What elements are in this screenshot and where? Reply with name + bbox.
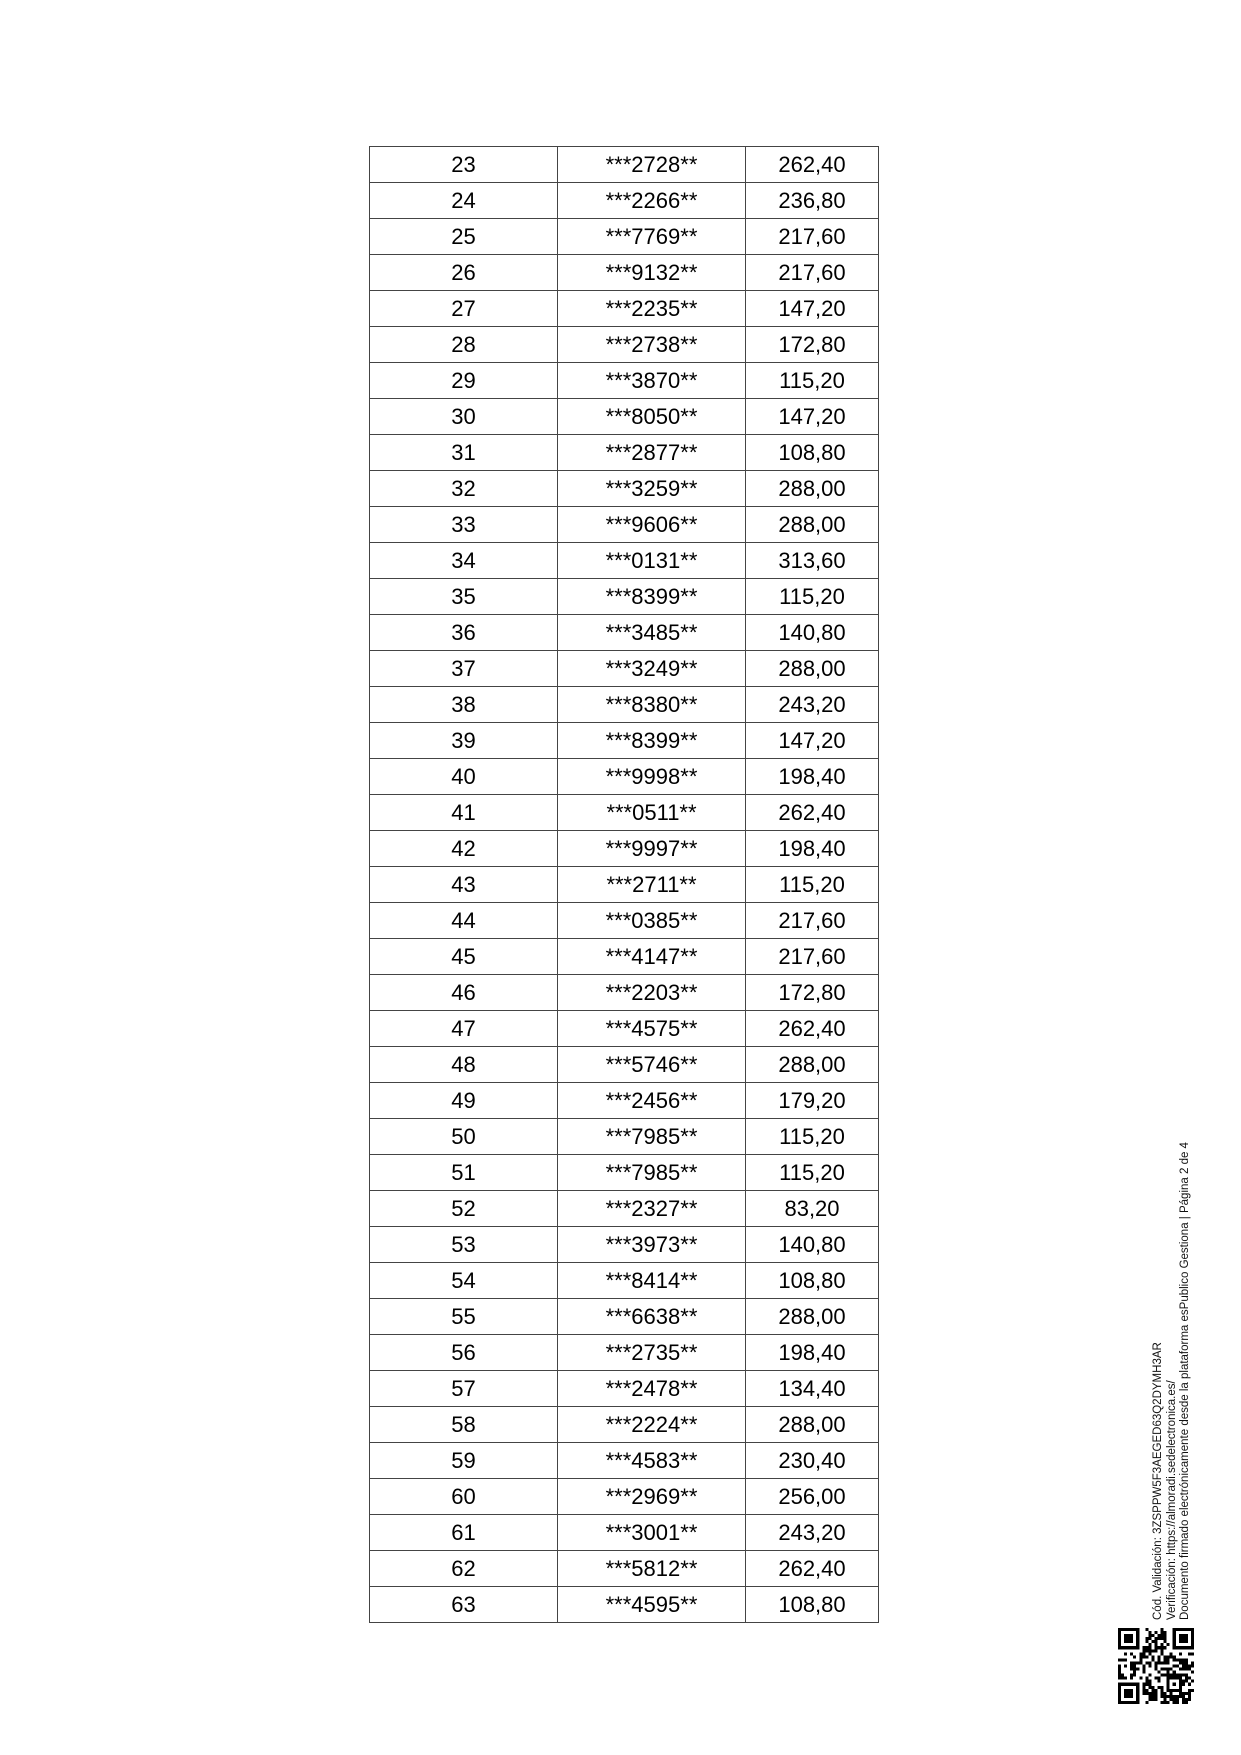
masked-id-cell: ***2235** (558, 291, 746, 327)
table-row (370, 975, 879, 1011)
amount-cell: 262,40 (746, 1551, 879, 1587)
amount-cell: 217,60 (746, 255, 879, 291)
masked-id-cell: ***7985** (558, 1155, 746, 1191)
row-number-cell: 57 (370, 1371, 558, 1407)
masked-id-cell: ***4147** (558, 939, 746, 975)
table-row (370, 1335, 879, 1371)
row-number-cell: 59 (370, 1443, 558, 1479)
amount-cell: 108,80 (746, 435, 879, 471)
masked-id-cell: ***2266** (558, 183, 746, 219)
row-number-cell: 34 (370, 543, 558, 579)
row-number-cell: 25 (370, 219, 558, 255)
masked-id-cell: ***4575** (558, 1011, 746, 1047)
row-number-cell: 39 (370, 723, 558, 759)
table-row (370, 1479, 879, 1515)
verification-url: Verificación: https://almoradi.sedelectronica.es/ (1165, 1380, 1178, 1620)
table-row (370, 1371, 879, 1407)
row-number-cell: 52 (370, 1191, 558, 1227)
row-number-cell: 45 (370, 939, 558, 975)
row-number-cell: 28 (370, 327, 558, 363)
masked-id-cell: ***8050** (558, 399, 746, 435)
table-row (370, 363, 879, 399)
amount-cell: 172,80 (746, 975, 879, 1011)
amount-cell: 217,60 (746, 903, 879, 939)
row-number-cell: 63 (370, 1587, 558, 1623)
row-number-cell: 56 (370, 1335, 558, 1371)
amount-cell: 140,80 (746, 1227, 879, 1263)
row-number-cell: 29 (370, 363, 558, 399)
amount-cell: 262,40 (746, 1011, 879, 1047)
masked-id-cell: ***2203** (558, 975, 746, 1011)
row-number-cell: 49 (370, 1083, 558, 1119)
row-number-cell: 51 (370, 1155, 558, 1191)
masked-id-cell: ***6638** (558, 1299, 746, 1335)
table-row (370, 903, 879, 939)
masked-id-cell: ***8399** (558, 579, 746, 615)
table-row (370, 759, 879, 795)
masked-id-cell: ***0131** (558, 543, 746, 579)
row-number-cell: 40 (370, 759, 558, 795)
masked-id-cell: ***2456** (558, 1083, 746, 1119)
masked-id-cell: ***2224** (558, 1407, 746, 1443)
table-row (370, 723, 879, 759)
table-row (370, 1047, 879, 1083)
table-row (370, 1407, 879, 1443)
row-number-cell: 48 (370, 1047, 558, 1083)
table-row (370, 435, 879, 471)
table-row (370, 147, 879, 183)
amount-cell: 115,20 (746, 579, 879, 615)
masked-id-cell: ***8414** (558, 1263, 746, 1299)
masked-id-cell: ***3249** (558, 651, 746, 687)
table-row (370, 1191, 879, 1227)
amount-cell: 140,80 (746, 615, 879, 651)
row-number-cell: 33 (370, 507, 558, 543)
amount-cell: 288,00 (746, 471, 879, 507)
data-table (369, 146, 879, 1623)
row-number-cell: 24 (370, 183, 558, 219)
masked-id-cell: ***3485** (558, 615, 746, 651)
row-number-cell: 58 (370, 1407, 558, 1443)
table-row (370, 1443, 879, 1479)
masked-id-cell: ***2327** (558, 1191, 746, 1227)
amount-cell: 179,20 (746, 1083, 879, 1119)
row-number-cell: 32 (370, 471, 558, 507)
masked-id-cell: ***9606** (558, 507, 746, 543)
masked-id-cell: ***7769** (558, 219, 746, 255)
amount-cell: 115,20 (746, 1119, 879, 1155)
amount-cell: 172,80 (746, 327, 879, 363)
masked-id-cell: ***2738** (558, 327, 746, 363)
table-row (370, 939, 879, 975)
row-number-cell: 47 (370, 1011, 558, 1047)
table-row (370, 507, 879, 543)
masked-id-cell: ***2735** (558, 1335, 746, 1371)
masked-id-cell: ***3001** (558, 1515, 746, 1551)
row-number-cell: 36 (370, 615, 558, 651)
amount-cell: 313,60 (746, 543, 879, 579)
amount-cell: 262,40 (746, 147, 879, 183)
table-row (370, 1119, 879, 1155)
amount-cell: 147,20 (746, 723, 879, 759)
amount-cell: 288,00 (746, 651, 879, 687)
amount-cell: 256,00 (746, 1479, 879, 1515)
row-number-cell: 35 (370, 579, 558, 615)
masked-id-cell: ***7985** (558, 1119, 746, 1155)
row-number-cell: 54 (370, 1263, 558, 1299)
row-number-cell: 38 (370, 687, 558, 723)
masked-id-cell: ***9997** (558, 831, 746, 867)
row-number-cell: 30 (370, 399, 558, 435)
amount-cell: 288,00 (746, 507, 879, 543)
masked-id-cell: ***8380** (558, 687, 746, 723)
masked-id-cell: ***4583** (558, 1443, 746, 1479)
amount-cell: 236,80 (746, 183, 879, 219)
table-row (370, 1263, 879, 1299)
amount-cell: 262,40 (746, 795, 879, 831)
table-row (370, 1299, 879, 1335)
row-number-cell: 61 (370, 1515, 558, 1551)
amount-cell: 217,60 (746, 939, 879, 975)
row-number-cell: 23 (370, 147, 558, 183)
masked-id-cell: ***2877** (558, 435, 746, 471)
row-number-cell: 41 (370, 795, 558, 831)
table-row (370, 1227, 879, 1263)
row-number-cell: 37 (370, 651, 558, 687)
table-row (370, 255, 879, 291)
amount-cell: 115,20 (746, 363, 879, 399)
row-number-cell: 50 (370, 1119, 558, 1155)
table-body (370, 147, 879, 1623)
amount-cell: 243,20 (746, 1515, 879, 1551)
masked-id-cell: ***3870** (558, 363, 746, 399)
row-number-cell: 53 (370, 1227, 558, 1263)
row-number-cell: 46 (370, 975, 558, 1011)
table-row (370, 327, 879, 363)
table-row (370, 291, 879, 327)
masked-id-cell: ***3259** (558, 471, 746, 507)
amount-cell: 115,20 (746, 867, 879, 903)
row-number-cell: 44 (370, 903, 558, 939)
amount-cell: 198,40 (746, 759, 879, 795)
amount-cell: 243,20 (746, 687, 879, 723)
row-number-cell: 62 (370, 1551, 558, 1587)
table-row (370, 471, 879, 507)
masked-id-cell: ***8399** (558, 723, 746, 759)
table-row (370, 615, 879, 651)
masked-id-cell: ***2969** (558, 1479, 746, 1515)
table-row (370, 543, 879, 579)
table-row (370, 1083, 879, 1119)
masked-id-cell: ***2728** (558, 147, 746, 183)
table-row (370, 1515, 879, 1551)
signature-note: Documento firmado electrónicamente desde la plataforma esPublico Gestiona | Página 2 de 4 (1179, 1142, 1191, 1620)
amount-cell: 217,60 (746, 219, 879, 255)
amount-cell: 108,80 (746, 1263, 879, 1299)
row-number-cell: 42 (370, 831, 558, 867)
amount-cell: 108,80 (746, 1587, 879, 1623)
masked-id-cell: ***2478** (558, 1371, 746, 1407)
amount-cell: 198,40 (746, 1335, 879, 1371)
table-row (370, 1587, 879, 1623)
masked-id-cell: ***0385** (558, 903, 746, 939)
qr-code-icon (1118, 1628, 1194, 1704)
table-row (370, 831, 879, 867)
amount-cell: 147,20 (746, 399, 879, 435)
row-number-cell: 43 (370, 867, 558, 903)
masked-id-cell: ***5746** (558, 1047, 746, 1083)
table-row (370, 1551, 879, 1587)
table-row (370, 1011, 879, 1047)
amount-cell: 288,00 (746, 1407, 879, 1443)
table-row (370, 399, 879, 435)
amount-cell: 147,20 (746, 291, 879, 327)
validation-note (1152, 1142, 1193, 1620)
amount-cell: 288,00 (746, 1299, 879, 1335)
amount-cell: 198,40 (746, 831, 879, 867)
masked-id-cell: ***4595** (558, 1587, 746, 1623)
row-number-cell: 55 (370, 1299, 558, 1335)
masked-id-cell: ***9998** (558, 759, 746, 795)
table-row (370, 795, 879, 831)
amount-cell: 288,00 (746, 1047, 879, 1083)
row-number-cell: 26 (370, 255, 558, 291)
masked-id-cell: ***2711** (558, 867, 746, 903)
amount-cell: 134,40 (746, 1371, 879, 1407)
row-number-cell: 27 (370, 291, 558, 327)
amount-cell: 230,40 (746, 1443, 879, 1479)
masked-id-cell: ***3973** (558, 1227, 746, 1263)
amount-cell: 115,20 (746, 1155, 879, 1191)
masked-id-cell: ***5812** (558, 1551, 746, 1587)
table-row (370, 867, 879, 903)
validation-code: Cód. Validación: 3ZSPPW5F3AEGED63Q2DYMH3AR (1152, 1342, 1164, 1620)
table-row (370, 579, 879, 615)
masked-id-cell: ***0511** (558, 795, 746, 831)
table-row (370, 1155, 879, 1191)
table-row (370, 183, 879, 219)
table-row (370, 651, 879, 687)
masked-id-cell: ***9132** (558, 255, 746, 291)
row-number-cell: 60 (370, 1479, 558, 1515)
table-row (370, 219, 879, 255)
row-number-cell: 31 (370, 435, 558, 471)
table-row (370, 687, 879, 723)
amount-cell: 83,20 (746, 1191, 879, 1227)
